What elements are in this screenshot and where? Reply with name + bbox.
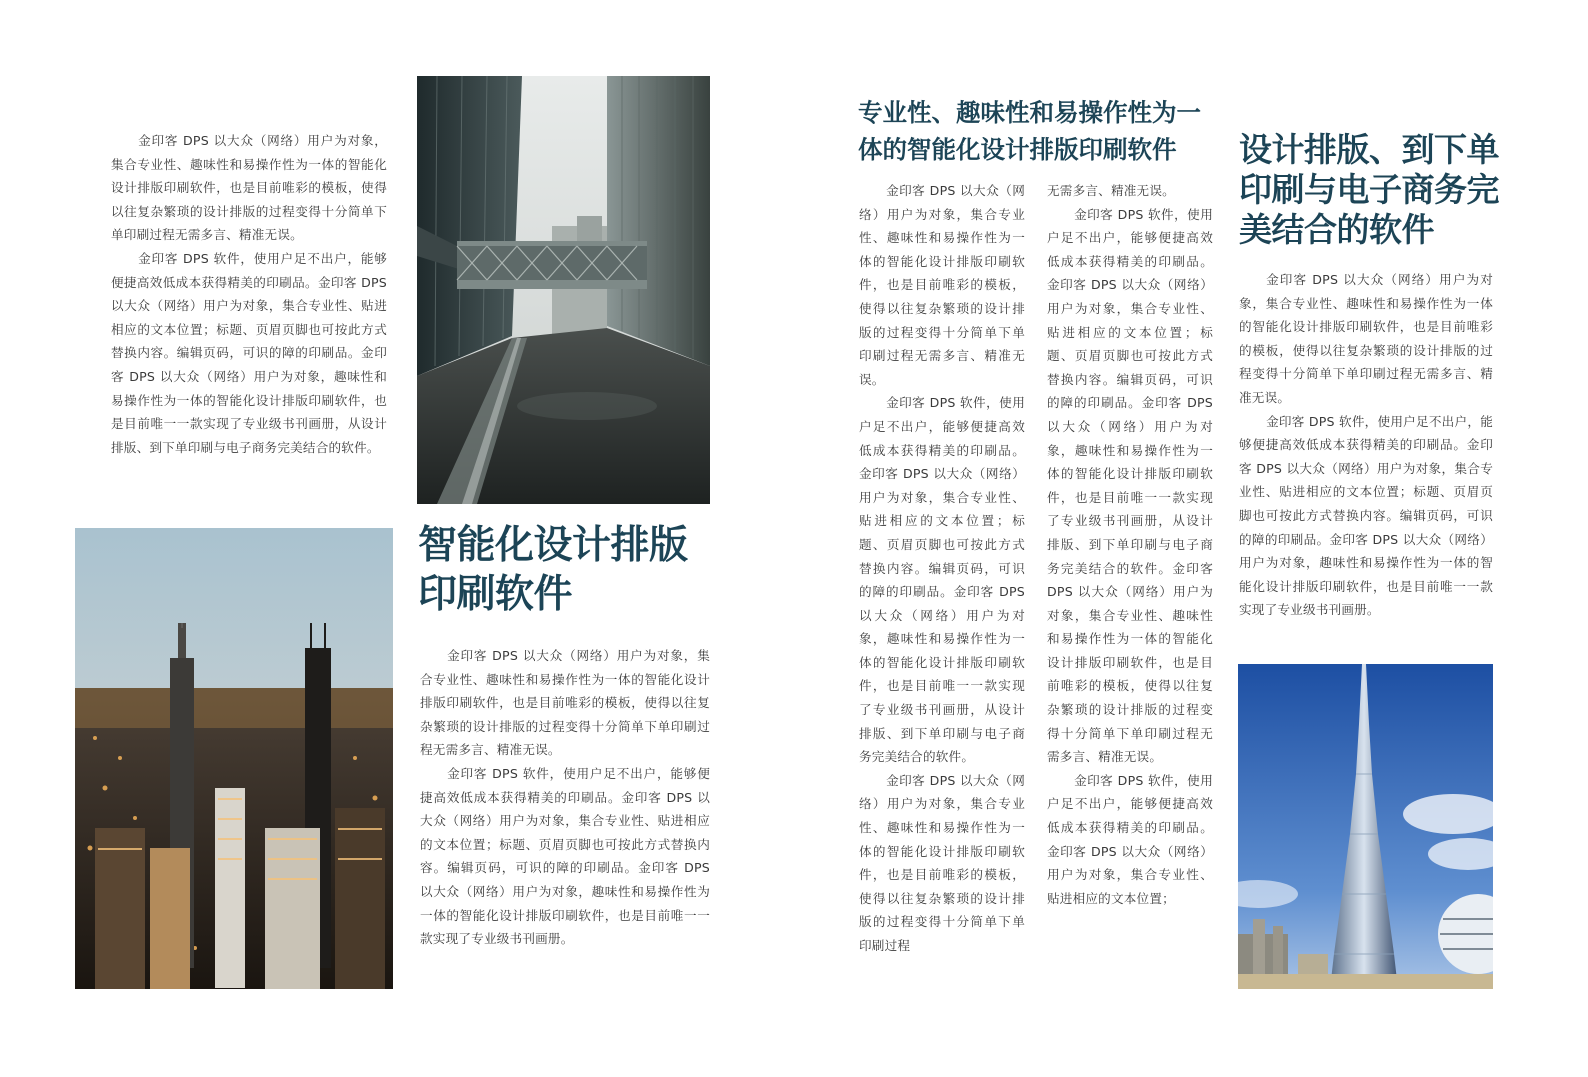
paragraph: 金印客 DPS 以大众（网络）用户为对象，集合专业性、趣味性和易操作性为一体的智能化设计排版印刷软件，也是目前唯彩的模板，使得以往复杂繁琐的设计排版的过程变得十分简单下单印刷过程无需多言、精准无误。 (1239, 272, 1493, 405)
street-skybridge-photo (417, 76, 710, 504)
text-column-2 (1047, 179, 1213, 910)
paragraph: 金印客 DPS 软件，使用户足不出户，能够便捷高效低成本获得精美的印刷品。金印客 DPS 以大众（网络）用户为对象，集合专业性、贴进相应的文本位置；标题、页眉页脚也可按此方式替换内容。编辑页码，可识的障的印刷品。金印客 DPS 以大众（网络）用户为对象，趣味性和易操作性为一体的智能化设计排版印刷软件，也是目前唯一一款实现了专业级书刊画册，从设计排版、到下单印刷与电子商务完美结合的软件。 (859, 395, 1025, 765)
left-bottom-text-block (420, 644, 710, 951)
paragraph: 金印客 DPS 以大众（网络）用户为对象，集合专业性、趣味性和易操作性为一体的智能化设计排版印刷软件，也是目前唯彩的模板，使得以往复杂繁琐的设计排版的过程变得十分简单下单印刷过程 (859, 772, 1025, 953)
paragraph-continuation: 无需多言、精准无误。 (1047, 183, 1175, 198)
right-page-heading: 专业性、趣味性和易操作性为一体的智能化设计排版印刷软件 (858, 98, 1201, 164)
text-column-1 (859, 179, 1025, 958)
paragraph: 金印客 DPS 软件，使用户足不出户，能够便捷高效低成本获得精美的印刷品。金印客 DPS 以大众（网络）用户为对象，集合专业性、贴进相应的文本位置；标题、页眉页脚也可按此方式替换内容。编辑页码，可识的障的印刷品。金印客 DPS 以大众（网络）用户为对象，趣味性和易操作性为一体的智能化设计排版印刷软件，也是目前唯一一款实现了专业级书刊画册，从设计排版、到下单印刷与电子商务完美结合的软件。 (111, 250, 387, 455)
paragraph: 金印客 DPS 软件，使用户足不出户，能够便捷高效低成本获得精美的印刷品。金印客 DPS 以大众（网络）用户为对象，集合专业性、贴进相应的文本位置；标题、页眉页脚也可按此方式替换内容。编辑页码，可识的障的印刷品。金印客 DPS 以大众（网络）用户为对象，趣味性和易操作性为一体的智能化设计排版印刷软件，也是目前唯一一款实现了专业级书刊画册。 (420, 765, 710, 947)
paragraph: 金印客 DPS 以大众（网络）用户为对象，集合专业性、趣味性和易操作性为一体的智能化设计排版印刷软件，也是目前唯彩的模板，使得以往复杂繁琐的设计排版的过程变得十分简单下单印刷过程无需多言、精准无误。 (859, 183, 1025, 387)
left-top-text-block (111, 129, 387, 459)
side-heading: 设计排版、到下单印刷与电子商务完美结合的软件 (1239, 130, 1499, 249)
paragraph: 金印客 DPS 以大众（网络）用户为对象，集合专业性、趣味性和易操作性为一体的智能化设计排版印刷软件，也是目前唯彩的模板，使得以往复杂繁琐的设计排版的过程变得十分简单下单印刷过程无需多言、精准无误。 (420, 648, 710, 758)
paragraph: 金印客 DPS 软件，使用户足不出户，能够便捷高效低成本获得精美的印刷品。金印客 DPS 以大众（网络）用户为对象，集合专业性、贴进相应的文本位置；标题、页眉页脚也可按此方式替换内容。编辑页码，可识的障的印刷品。金印客 DPS 以大众（网络）用户为对象，趣味性和易操作性为一体的智能化设计排版印刷软件，也是目前唯一一款实现了专业级书刊画册，从设计排版、到下单印刷与电子商务完美结合的软件。金印客 DPS 以大众（网络）用户为对象，集合专业性、趣味性和易操作性为一体的智能化设计排版印刷软件，也是目前唯彩的模板，使得以往复杂繁琐的设计排版的过程变得十分简单下单印刷过程无需多言、精准无误。 (1047, 206, 1213, 765)
city-skyline-photo (75, 528, 393, 989)
skyscraper-tower-photo (1238, 664, 1493, 989)
side-text-block (1239, 268, 1493, 622)
paragraph: 金印客 DPS 软件，使用户足不出户，能够便捷高效低成本获得精美的印刷品。金印客 DPS 以大众（网络）用户为对象，集合专业性、贴进相应的文本位置；标题、页眉页脚也可按此方式替换内容。编辑页码，可识的障的印刷品。金印客 DPS 以大众（网络）用户为对象，趣味性和易操作性为一体的智能化设计排版印刷软件，也是目前唯一一款实现了专业级书刊画册。 (1239, 413, 1493, 618)
paragraph: 金印客 DPS 软件，使用户足不出户，能够便捷高效低成本获得精美的印刷品。金印客 DPS 以大众（网络）用户为对象，集合专业性、贴进相应的文本位置； (1047, 772, 1213, 906)
left-page-heading: 智能化设计排版印刷软件 (418, 523, 688, 617)
paragraph: 金印客 DPS 以大众（网络）用户为对象，集合专业性、趣味性和易操作性为一体的智能化设计排版印刷软件，也是目前唯彩的模板，使得以往复杂繁琐的设计排版的过程变得十分简单下单印刷过程无需多言、精准无误。 (111, 133, 387, 243)
